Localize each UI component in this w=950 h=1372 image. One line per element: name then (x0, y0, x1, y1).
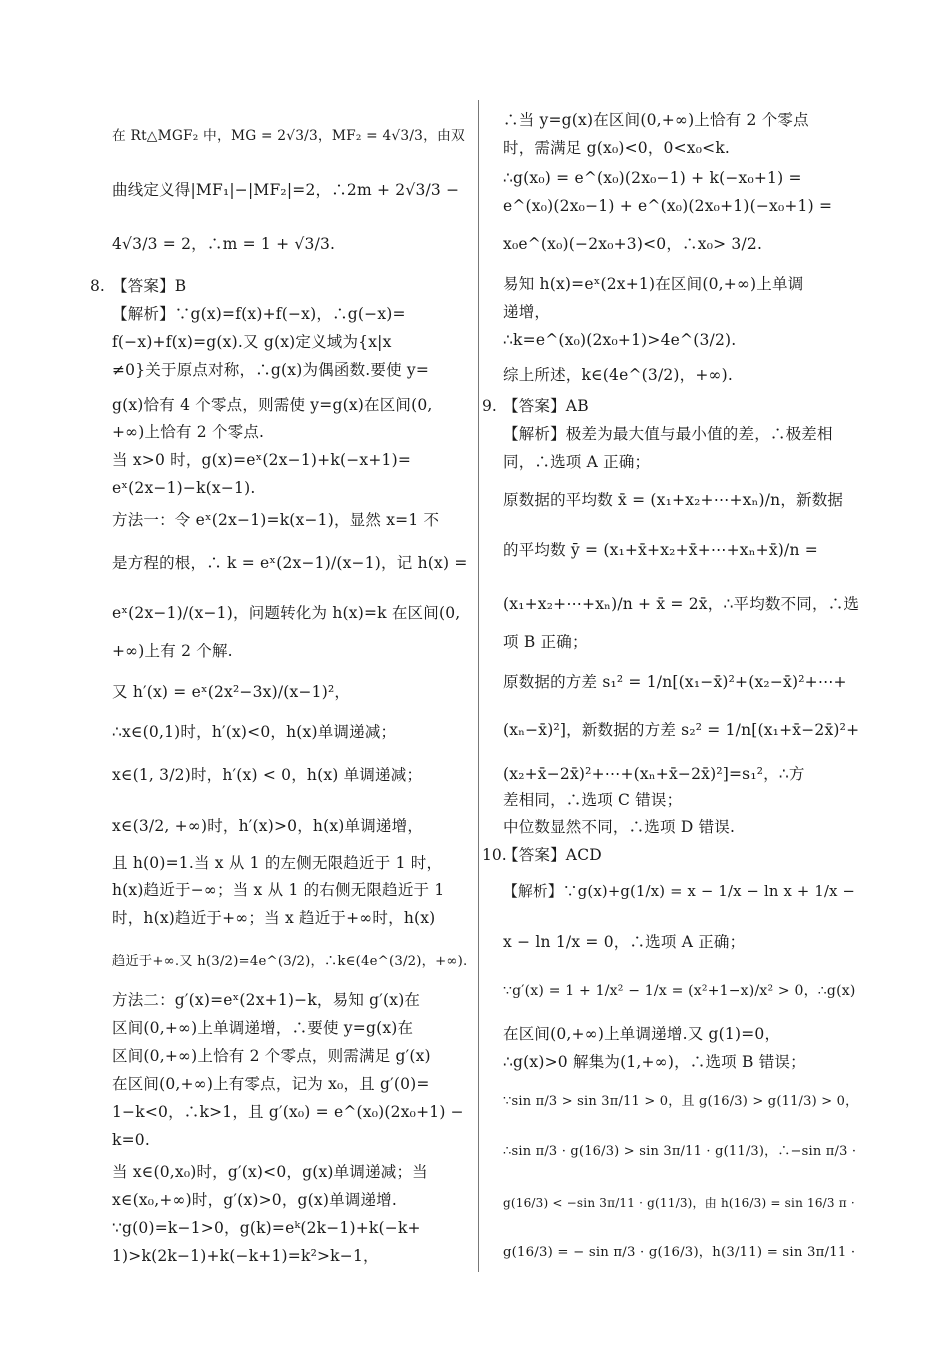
text-line: 递增， (503, 303, 551, 321)
text-line: 中位数显然不同，∴选项 D 错误. (503, 818, 736, 836)
text-line: x∈(x₀,+∞)时，g′(x)>0，g(x)单调递增. (112, 1191, 398, 1209)
text-line: ∴g(x₀) = e^(x₀)(2x₀−1) + k(−x₀+1) = (503, 169, 802, 187)
text-line: 当 x>0 时，g(x)=eˣ(2x−1)+k(−x+1)= (112, 451, 412, 469)
answer-label: 【答案】AB (503, 397, 589, 415)
text-line: 的平均数 ȳ = (x₁+x̄+x₂+x̄+⋯+xₙ+x̄)/n = (503, 541, 818, 559)
text-line: 是方程的根，∴ k = eˣ(2x−1)/(x−1)，记 h(x) = (112, 554, 468, 572)
text-line: g(16/3) = − sin π/3 · g(16/3)，h(3/11) = sin 3π/11 · (503, 1245, 856, 1260)
text-line: f(−x)+f(x)=g(x).又 g(x)定义域为{x|x (112, 333, 392, 351)
text-line: ∵g′(x) = 1 + 1/x² − 1/x = (x²+1−x)/x² > 0，∴g(x) (503, 983, 856, 999)
text-line: 且 h(0)=1.当 x 从 1 的左侧无限趋近于 1 时， (112, 854, 443, 872)
text-line: (xₙ−x̄)²]，新数据的方差 s₂² = 1/n[(x₁+x̄−2x̄)²+ (503, 721, 860, 739)
text-line: ∵sin π/3 > sin 3π/11 > 0，且 g(16/3) > g(11/3) > 0， (503, 1094, 859, 1109)
text-line: +∞)上恰有 2 个零点. (112, 423, 265, 441)
text-line: x∈(3/2, +∞)时，h′(x)>0，h(x)单调递增， (112, 817, 424, 835)
text-line: 【解析】∵g(x)+g(1/x) = x − 1/x − ln x + 1/x − (503, 883, 856, 900)
text-line: 原数据的方差 s₁² = 1/n[(x₁−x̄)²+(x₂−x̄)²+⋯+ (503, 673, 847, 691)
text-line: 1)>k(2k−1)+k(−k+1)=k²>k−1， (112, 1247, 379, 1265)
text-line: 区间(0,+∞)上恰有 2 个零点，则需满足 g′(x) (112, 1047, 431, 1065)
text-line: 区间(0,+∞)上单调递增，∴要使 y=g(x)在 (112, 1019, 414, 1037)
question-number-10: 10. (482, 846, 507, 864)
text-line: 时，需满足 g(x₀)<0，0<x₀<k. (503, 139, 731, 157)
text-line: 又 h′(x) = eˣ(2x²−3x)/(x−1)²， (112, 683, 351, 701)
text-line: e^(x₀)(2x₀−1) + e^(x₀)(2x₀+1)(−x₀+1) = (503, 197, 833, 215)
text-line: (x₂+x̄−2x̄)²+⋯+(xₙ+x̄−2x̄)²]=s₁²，∴方 (503, 765, 805, 783)
question-number-8: 8. (90, 277, 105, 295)
text-line: h(x)趋近于−∞；当 x 从 1 的右侧无限趋近于 1 (112, 881, 445, 899)
text-line: ∴k=e^(x₀)(2x₀+1)>4e^(3/2). (503, 331, 737, 349)
text-line: ∴x∈(0,1)时，h′(x)<0，h(x)单调递减； (112, 723, 397, 741)
text-line: 在区间(0,+∞)上单调递增.又 g(1)=0， (503, 1025, 781, 1043)
text-line: 方法二：g′(x)=eˣ(2x+1)−k，易知 g′(x)在 (112, 991, 421, 1009)
text-line: 【解析】极差为最大值与最小值的差，∴极差相 (503, 425, 833, 443)
text-line: 【解析】∵g(x)=f(x)+f(−x)，∴g(−x)= (112, 305, 406, 323)
text-line: 方法一：令 eˣ(2x−1)=k(x−1)，显然 x=1 不 (112, 511, 440, 529)
text-line: 易知 h(x)=eˣ(2x+1)在区间(0,+∞)上单调 (503, 275, 804, 293)
text-line: 1−k<0，∴k>1，且 g′(x₀) = e^(x₀)(2x₀+1) − (112, 1103, 464, 1121)
text-line: g(16/3) < −sin 3π/11 · g(11/3)，由 h(16/3) = sin 16/3 π · (503, 1196, 855, 1210)
text-line: eˣ(2x−1)/(x−1)，问题转化为 h(x)=k 在区间(0, (112, 604, 461, 622)
text-line: x₀e^(x₀)(−2x₀+3)<0，∴x₀> 3/2. (503, 235, 763, 253)
text-line: k=0. (112, 1131, 150, 1149)
text-line: ∴sin π/3 · g(16/3) > sin 3π/11 · g(11/3)，∴−sin π/3 · (503, 1144, 857, 1159)
text-line: 原数据的平均数 x̄ = (x₁+x₂+⋯+xₙ)/n，新数据 (503, 491, 844, 509)
answer-label: 【答案】ACD (503, 846, 602, 864)
text-line: 曲线定义得|MF₁|−|MF₂|=2，∴2m + 2√3/3 − (112, 181, 460, 199)
question-number-9: 9. (482, 397, 497, 415)
text-line: 时，h(x)趋近于+∞；当 x 趋近于+∞时，h(x) (112, 909, 436, 927)
text-line: 趋近于+∞.又 h(3/2)=4e^(3/2)，∴k∈(4e^(3/2)，+∞). (112, 954, 468, 969)
text-line: 4√3/3 = 2，∴m = 1 + √3/3. (112, 235, 336, 253)
text-line: 在 Rt△MGF₂ 中，MG = 2√3/3，MF₂ = 4√3/3，由双 (112, 128, 465, 144)
text-line: ≠0}关于原点对称，∴g(x)为偶函数.要使 y= (112, 361, 430, 379)
text-line: eˣ(2x−1)−k(x−1). (112, 479, 256, 497)
text-line: ∴当 y=g(x)在区间(0,+∞)上恰有 2 个零点 (503, 111, 809, 129)
text-line: ∴g(x)>0 解集为(1,+∞)，∴选项 B 错误； (503, 1053, 806, 1071)
text-line: g(x)恰有 4 个零点，则需使 y=g(x)在区间(0, (112, 396, 433, 414)
text-line: 综上所述，k∈(4e^(3/2)，+∞). (503, 366, 734, 384)
text-line: 差相同，∴选项 C 错误； (503, 791, 683, 809)
text-line: x − ln 1/x = 0，∴选项 A 正确； (503, 933, 746, 951)
text-line: ∵g(0)=k−1>0，g(k)=eᵏ(2k−1)+k(−k+ (112, 1219, 421, 1237)
text-line: 项 B 正确； (503, 633, 588, 651)
column-divider (478, 100, 479, 1272)
answer-label: 【答案】B (112, 277, 187, 295)
text-line: 在区间(0,+∞)上有零点，记为 x₀，且 g′(0)= (112, 1075, 430, 1093)
text-line: 同，∴选项 A 正确； (503, 453, 651, 471)
text-line: (x₁+x₂+⋯+xₙ)/n + x̄ = 2x̄，∴平均数不同，∴选 (503, 595, 860, 613)
text-line: +∞)上有 2 个解. (112, 642, 233, 660)
text-line: 当 x∈(0,x₀)时，g′(x)<0，g(x)单调递减；当 (112, 1163, 428, 1181)
text-line: x∈(1, 3/2)时，h′(x) < 0，h(x) 单调递减； (112, 766, 423, 784)
